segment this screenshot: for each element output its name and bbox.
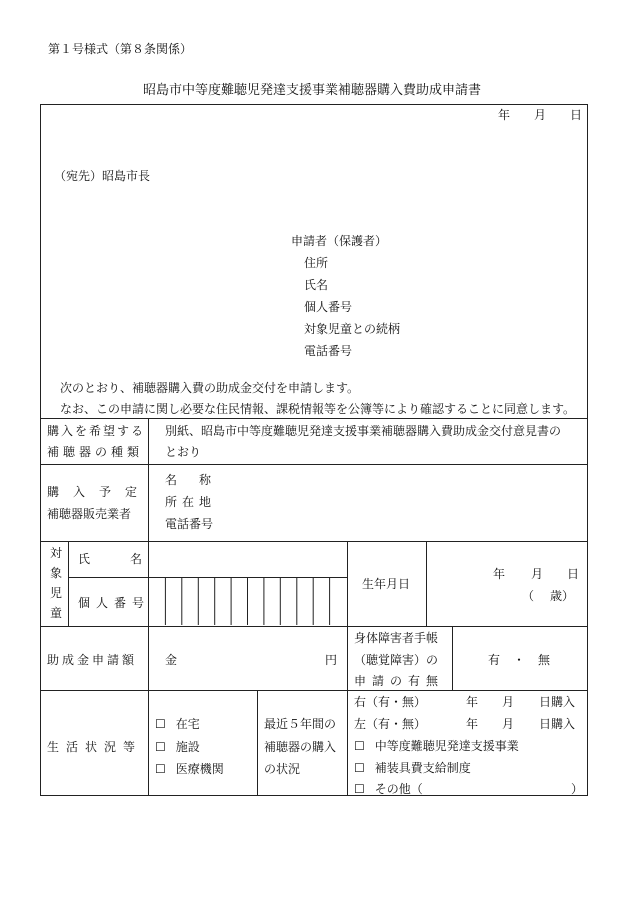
dealer-address-label: 所在地 bbox=[165, 495, 217, 509]
checkbox-icon[interactable]: ☐ bbox=[354, 761, 365, 775]
birth-month: 月 bbox=[531, 567, 544, 581]
divider bbox=[40, 690, 588, 691]
applicant-name-label: 氏名 bbox=[304, 278, 329, 292]
right-ear-year: 年 bbox=[466, 695, 479, 709]
divider bbox=[347, 690, 348, 796]
dealer-label-1: 購入予定 bbox=[47, 485, 152, 499]
checkbox-icon[interactable]: ☐ bbox=[155, 762, 166, 776]
program-option-2[interactable] bbox=[354, 762, 471, 774]
disability-separator: ・ bbox=[513, 653, 526, 667]
option-facility-label: 施設 bbox=[175, 740, 200, 754]
program-other-close: ） bbox=[571, 782, 584, 796]
checkbox-icon[interactable]: ☐ bbox=[354, 739, 365, 753]
hearing-aid-value-2: とおり bbox=[165, 445, 202, 459]
applicant-phone-label: 電話番号 bbox=[304, 344, 353, 358]
hearing-aid-label-1: 購入を希望する bbox=[47, 424, 146, 438]
dealer-name-label: 名称 bbox=[165, 473, 234, 487]
option-home-label: 在宅 bbox=[175, 717, 200, 731]
child-name-label: 氏名 bbox=[78, 552, 183, 566]
hearing-aid-label-2: 補聴器の種類 bbox=[47, 445, 144, 459]
divider bbox=[40, 541, 588, 542]
disability-label-3: 申請の有無 bbox=[354, 674, 445, 688]
checkbox-icon[interactable]: ☐ bbox=[155, 740, 166, 754]
left-ear-label: 左（有・無） bbox=[354, 717, 427, 731]
applicant-address-label: 住所 bbox=[304, 256, 329, 270]
applicant-relation-label: 対象児童との続柄 bbox=[304, 322, 401, 336]
divider bbox=[426, 541, 427, 626]
option-medical[interactable] bbox=[155, 763, 224, 775]
child-number-label: 個人番号 bbox=[78, 596, 151, 610]
checkbox-icon[interactable]: ☐ bbox=[354, 782, 365, 796]
addressee: （宛先）昭島市長 bbox=[54, 169, 151, 183]
left-ear-month: 月 bbox=[502, 717, 515, 731]
program-option-1-label: 中等度難聴児発達支援事業 bbox=[374, 739, 519, 753]
divider bbox=[68, 541, 69, 626]
right-ear-label: 右（有・無） bbox=[354, 695, 427, 709]
individual-number-boxes[interactable] bbox=[149, 578, 346, 625]
statement-line2: なお、この申請に関し必要な住民情報、課税情報等を公簿等により確認することに同意します。 bbox=[60, 402, 576, 416]
option-home[interactable] bbox=[155, 718, 200, 730]
option-facility[interactable] bbox=[155, 741, 200, 753]
age-open: （ bbox=[522, 589, 535, 603]
birth-day: 日 bbox=[567, 567, 580, 581]
disability-label-1: 身体障害者手帳 bbox=[354, 631, 439, 645]
birthdate-label: 生年月日 bbox=[362, 577, 411, 591]
child-side-label-4: 童 bbox=[50, 606, 63, 620]
program-option-2-label: 補装具費支給制度 bbox=[374, 761, 471, 775]
applicant-number-label: 個人番号 bbox=[304, 300, 353, 314]
child-side-label-2: 象 bbox=[50, 566, 63, 580]
checkbox-icon[interactable]: ☐ bbox=[155, 717, 166, 731]
dealer-label-2: 補聴器販売業者 bbox=[47, 507, 132, 521]
birth-year: 年 bbox=[493, 567, 506, 581]
subsidy-prefix: 金 bbox=[165, 653, 178, 667]
date-day: 日 bbox=[570, 108, 583, 122]
child-side-label-1: 対 bbox=[50, 546, 63, 560]
program-option-3-label: その他（ bbox=[374, 782, 423, 796]
program-option-3[interactable] bbox=[354, 783, 423, 795]
living-label: 生活状況等 bbox=[47, 740, 143, 754]
option-medical-label: 医療機関 bbox=[175, 762, 224, 776]
divider bbox=[452, 626, 453, 690]
age-unit: 歳） bbox=[550, 589, 575, 603]
hearing-aid-value-1: 別紙、昭島市中等度難聴児発達支援事業補聴器購入費助成金交付意見書の bbox=[165, 424, 562, 438]
disability-no[interactable]: 無 bbox=[538, 653, 551, 667]
left-ear-day: 日購入 bbox=[539, 717, 576, 731]
child-side-label-3: 児 bbox=[50, 586, 63, 600]
date-year: 年 bbox=[498, 108, 511, 122]
history-label-1: 最近５年間の bbox=[264, 717, 337, 731]
dealer-phone-label: 電話番号 bbox=[165, 517, 214, 531]
form-number: 第１号様式（第８条関係） bbox=[48, 42, 193, 56]
divider bbox=[347, 541, 348, 690]
program-option-1[interactable] bbox=[354, 740, 519, 752]
history-label-3: の状況 bbox=[264, 762, 301, 776]
applicant-heading: 申請者（保護者） bbox=[291, 234, 388, 248]
disability-yes[interactable]: 有 bbox=[488, 653, 501, 667]
right-ear-month: 月 bbox=[502, 695, 515, 709]
statement-line1: 次のとおり、補聴器購入費の助成金交付を申請します。 bbox=[60, 381, 360, 395]
right-ear-day: 日購入 bbox=[539, 695, 576, 709]
divider bbox=[40, 464, 588, 465]
subsidy-unit: 円 bbox=[325, 653, 338, 667]
date-month: 月 bbox=[534, 108, 547, 122]
page-title: 昭島市中等度難聴児発達支援事業補聴器購入費助成申請書 bbox=[143, 83, 482, 98]
left-ear-year: 年 bbox=[466, 717, 479, 731]
history-label-2: 補聴器の購入 bbox=[264, 740, 337, 754]
divider bbox=[257, 690, 258, 796]
subsidy-label: 助成金申請額 bbox=[47, 653, 138, 667]
divider bbox=[40, 418, 588, 419]
disability-label-2: （聴覚障害）の bbox=[354, 653, 439, 667]
divider bbox=[40, 626, 588, 627]
